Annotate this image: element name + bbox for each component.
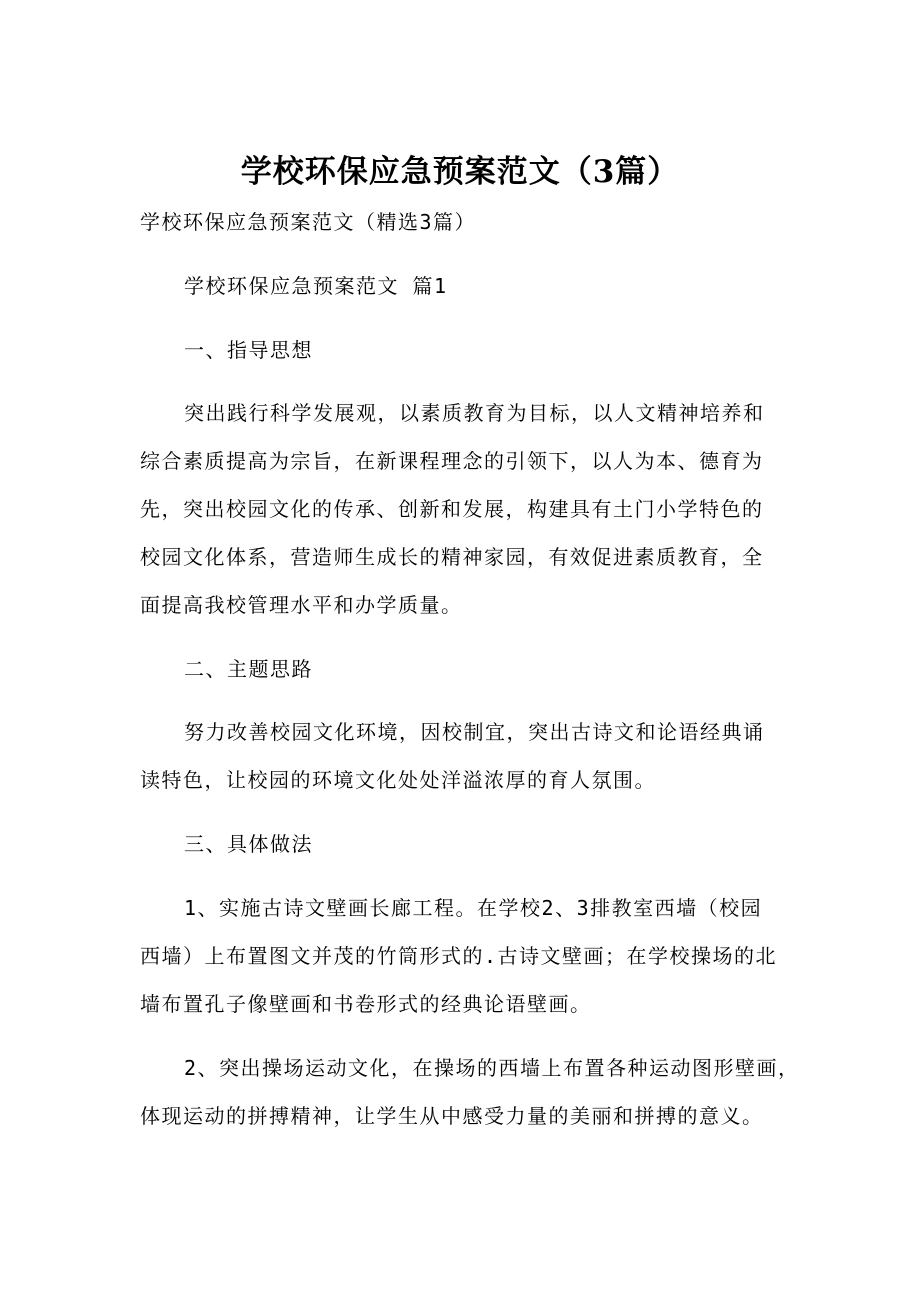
paragraph-line: 墙布置孔子像壁画和书卷形式的经典论语壁画。 <box>140 992 592 1016</box>
heading-guiding-ideology: 一、指导思想 <box>184 338 313 362</box>
document-subtitle: 学校环保应急预案范文（精选3篇） <box>140 210 477 234</box>
heading-theme-approach: 二、主题思路 <box>184 657 313 681</box>
heading-specific-methods: 三、具体做法 <box>184 832 313 856</box>
paragraph-line: 西墙）上布置图文并茂的竹筒形式的.古诗文壁画；在学校操场的北 <box>140 944 778 968</box>
paragraph-line: 校园文化体系，营造师生成长的精神家园，有效促进素质教育，全 <box>140 545 764 569</box>
paragraph-line: 体现运动的拼搏精神，让学生从中感受力量的美丽和拼搏的意义。 <box>140 1104 764 1128</box>
paragraph-line: 努力改善校园文化环境，因校制宜，突出古诗文和论语经典诵 <box>184 720 765 744</box>
section-heading: 学校环保应急预案范文 篇1 <box>184 274 448 298</box>
paragraph-line: 1、实施古诗文壁画长廊工程。在学校2、3排教室西墙（校园 <box>184 896 763 920</box>
paragraph-line: 突出践行科学发展观，以素质教育为目标，以人文精神培养和 <box>184 401 765 425</box>
document-title: 学校环保应急预案范文（3篇） <box>240 154 680 190</box>
paragraph-line: 面提高我校管理水平和办学质量。 <box>140 593 463 617</box>
paragraph-line: 综合素质提高为宗旨，在新课程理念的引领下，以人为本、德育为 <box>140 449 764 473</box>
paragraph-line: 2、突出操场运动文化，在操场的西墙上布置各种运动图形壁画， <box>184 1056 800 1080</box>
paragraph-line: 先，突出校园文化的传承、创新和发展，构建具有土门小学特色的 <box>140 497 764 521</box>
paragraph-line: 读特色，让校园的环境文化处处洋溢浓厚的育人氛围。 <box>140 768 656 792</box>
